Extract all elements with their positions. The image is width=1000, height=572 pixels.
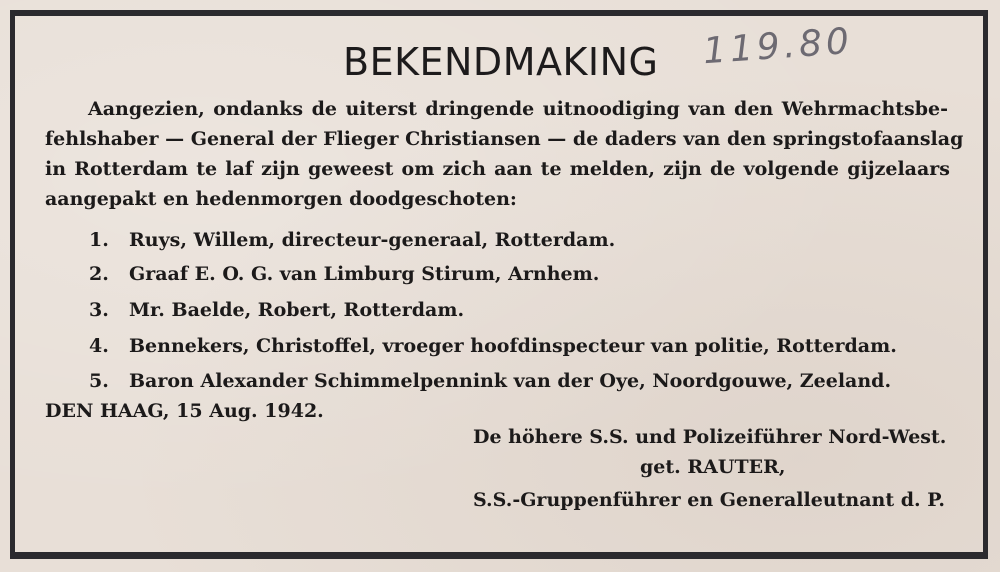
hostage-list-item (89, 370, 891, 392)
list-number: 1. (89, 229, 109, 251)
handwritten-note: 119.80 (701, 20, 855, 73)
list-text: Graaf E. O. G. van Limburg Stirum, Arnhem. (129, 263, 600, 285)
paragraph-line: Aangezien, ondanks de uiterst dringende uitnoodiging van den Wehrmachtsbe- (88, 98, 948, 120)
list-text: Ruys, Willem, directeur-generaal, Rotterdam. (129, 229, 616, 251)
list-number: 3. (89, 299, 109, 321)
signature-name: get. RAUTER, (640, 456, 786, 478)
hostage-list-item (89, 299, 464, 321)
border-right (983, 10, 988, 559)
signature-rank: S.S.-Gruppenführer en Generalleutnant d. P. (473, 489, 946, 511)
hostage-list-item (89, 263, 599, 285)
dateline: DEN HAAG, 15 Aug. 1942. (45, 400, 324, 422)
signature-line-1: De höhere S.S. und Polizeiführer Nord-West. (473, 426, 947, 448)
paragraph-line: aangepakt en hedenmorgen doodgeschoten: (45, 188, 517, 210)
border-bottom (10, 552, 988, 559)
paragraph-line: fehlshaber — General der Flieger Christiansen — de daders van den springstofaanslag (45, 128, 964, 150)
list-number: 2. (89, 263, 109, 285)
hostage-list-item (89, 335, 897, 357)
list-number: 4. (89, 335, 109, 357)
list-text: Mr. Baelde, Robert, Rotterdam. (129, 299, 465, 321)
list-number: 5. (89, 370, 109, 392)
paragraph-line: in Rotterdam te laf zijn geweest om zich aan te melden, zijn de volgende gijzelaars (45, 158, 950, 180)
notice-title: BEKENDMAKING (343, 40, 659, 84)
list-text: Bennekers, Christoffel, vroeger hoofdinspecteur van politie, Rotterdam. (129, 335, 897, 357)
list-text: Baron Alexander Schimmelpennink van der Oye, Noordgouwe, Zeeland. (129, 370, 892, 392)
border-top (10, 10, 988, 16)
border-left (10, 10, 15, 559)
hostage-list-item (89, 229, 615, 251)
